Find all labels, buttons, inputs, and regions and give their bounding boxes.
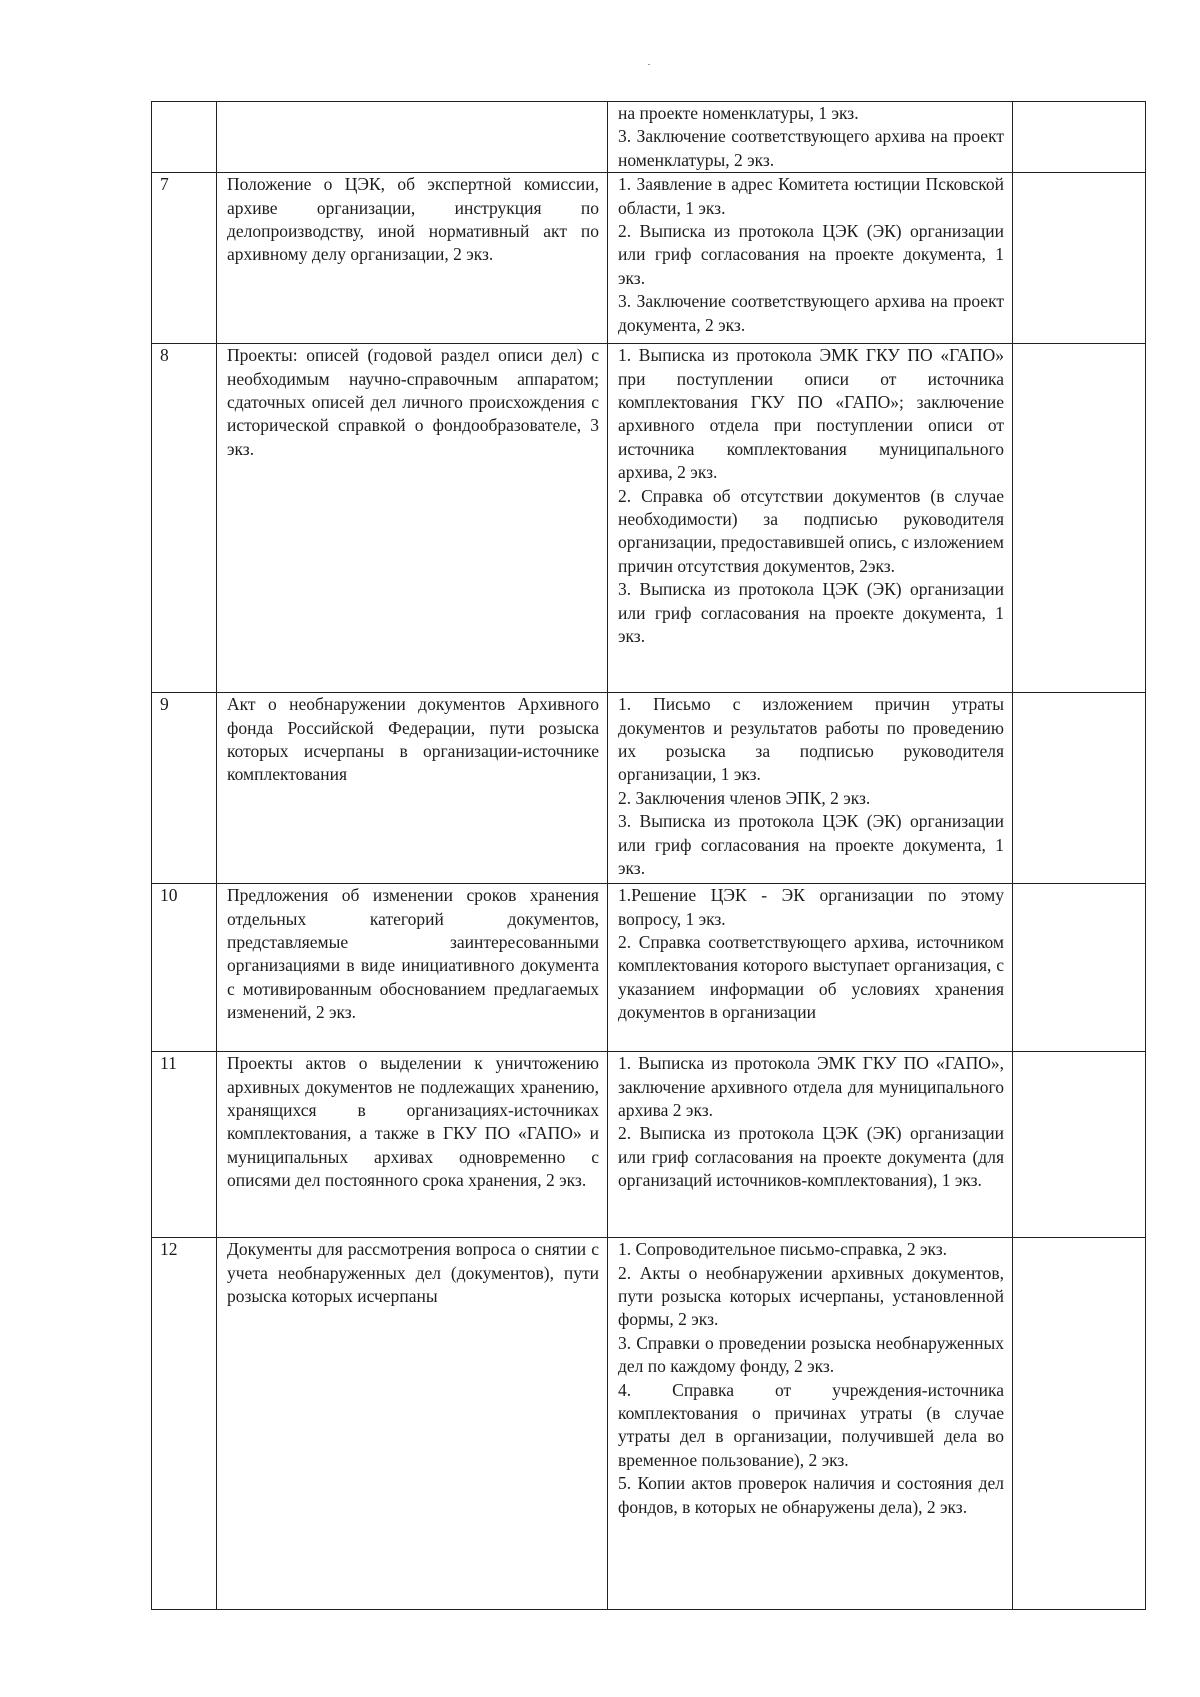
row-number: 9	[152, 693, 217, 884]
attachment-item: 2. Справка об отсутствии документов (в случае необходимости) за подписью руководителя организации, предоставившей опись, с изложением причин отсутствия документов, 2экз.	[618, 485, 1004, 576]
attachments-cell	[608, 102, 1013, 173]
note-cell	[1013, 1238, 1146, 1610]
table-row	[152, 344, 1146, 693]
attachment-item: 5. Копии актов проверок наличия и состояния дел фондов, в которых не обнаружены дела), 2 экз.	[618, 1473, 1004, 1517]
attachments-cell	[608, 884, 1013, 1052]
row-number: 11	[152, 1052, 217, 1238]
attachment-item: 1.Решение ЦЭК - ЭК организации по этому вопросу, 1 экз.	[618, 885, 1004, 929]
table-row	[152, 173, 1146, 344]
document-name-cell: Предложения об изменении сроков хранения отдельных категорий документов, представляемые заинтересованными организациями в виде инициативного документа с мотивированным обоснованием предлагаемых изменений, 2 экз.	[217, 884, 608, 1052]
attachment-item: на проекте номенклатуры, 1 экз.	[618, 103, 859, 123]
table-row	[152, 1238, 1146, 1610]
row-number: 7	[152, 173, 217, 344]
scan-speck	[648, 64, 650, 65]
document-name-cell: Проекты актов о выделении к уничтожению архивных документов не подлежащих хранению, хранящихся в организациях-источниках комплектования, а также в ГКУ ПО «ГАПО» и муниципальных архивах одновременно с описями дел постоянного срока хранения, 2 экз.	[217, 1052, 608, 1238]
attachments-cell	[608, 344, 1013, 693]
attachment-item: 3. Заключение соответствующего архива на проект документа, 2 экз.	[618, 291, 1004, 335]
row-number: 10	[152, 884, 217, 1052]
note-cell	[1013, 884, 1146, 1052]
document-name-cell: Документы для рассмотрения вопроса о снятии с учета необнаруженных дел (документов), пути розыска которых исчерпаны	[217, 1238, 608, 1610]
note-cell	[1013, 693, 1146, 884]
attachment-item: 3. Заключение соответствующего архива на проект номенклатуры, 2 экз.	[618, 126, 1004, 170]
table-row	[152, 1052, 1146, 1238]
attachments-cell	[608, 693, 1013, 884]
attachments-cell	[608, 173, 1013, 344]
document-name-cell: Акт о необнаружении документов Архивного фонда Российской Федерации, пути розыска которых исчерпаны в организации-источнике комплектования	[217, 693, 608, 884]
attachment-item: 2. Выписка из протокола ЦЭК (ЭК) организации или гриф согласования на проекте документа (для организаций источников-комплектования), 1 экз.	[618, 1123, 1004, 1191]
requirements-table	[151, 101, 1146, 1610]
attachment-item: 3. Справки о проведении розыска необнаруженных дел по каждому фонду, 2 экз.	[618, 1332, 1004, 1377]
attachment-item: 1. Письмо с изложением причин утраты документов и результатов работы по проведению их розыска за подписью руководителя организации, 1 экз.	[618, 694, 1004, 785]
table-row	[152, 884, 1146, 1052]
note-cell	[1013, 344, 1146, 693]
attachment-item: 4. Справка от учреждения-источника комплектования о причинах утраты (в случае утраты дел в организации, получившей дела во временное пользование), 2 экз.	[618, 1379, 1004, 1470]
document-name-cell	[217, 102, 608, 173]
attachment-item: 3. Выписка из протокола ЦЭК (ЭК) организации или гриф согласования на проекте документа, 1 экз.	[618, 579, 1004, 647]
attachments-cell	[608, 1238, 1013, 1610]
note-cell	[1013, 102, 1146, 173]
table-row	[152, 693, 1146, 884]
attachment-item: 2. Выписка из протокола ЦЭК (ЭК) организации или гриф согласования на проекте документа, 1 экз.	[618, 221, 1004, 288]
document-name-cell: Проекты: описей (годовой раздел описи дел) с необходимым научно-справочным аппаратом; сдаточных описей дел личного происхождения с исторической справкой о фондообразователе, 3 экз.	[217, 344, 608, 693]
table-body	[152, 102, 1146, 1610]
attachment-item: 1. Выписка из протокола ЭМК ГКУ ПО «ГАПО», заключение архивного отдела для муниципального архива 2 экз.	[618, 1053, 1004, 1121]
attachment-item: 2. Справка соответствующего архива, источником комплектования которого выступает организация, с указанием информации об условиях хранения документов в организации	[618, 932, 1004, 1023]
row-number: 12	[152, 1238, 217, 1610]
attachment-item: 1. Сопроводительное письмо-справка, 2 экз.	[618, 1239, 948, 1260]
document-name-cell: Положение о ЦЭК, об экспертной комиссии, архиве организации, инструкция по делопроизводству, иной нормативный акт по архивному делу организации, 2 экз.	[217, 173, 608, 344]
attachment-item: 1. Заявление в адрес Комитета юстиции Псковской области, 1 экз.	[618, 174, 1004, 218]
attachment-item: 2. Акты о необнаружении архивных документов, пути розыска которых исчерпаны, установленной формы, 2 экз.	[618, 1262, 1004, 1330]
attachments-cell	[608, 1052, 1013, 1238]
row-number	[152, 102, 217, 173]
attachment-item: 2. Заключения членов ЭПК, 2 экз.	[618, 787, 871, 808]
note-cell	[1013, 173, 1146, 344]
attachment-item: 3. Выписка из протокола ЦЭК (ЭК) организации или гриф согласования на проекте документа, 1 экз.	[618, 811, 1004, 879]
row-number: 8	[152, 344, 217, 693]
note-cell	[1013, 1052, 1146, 1238]
table-row	[152, 102, 1146, 173]
attachment-item: 1. Выписка из протокола ЭМК ГКУ ПО «ГАПО» при поступлении описи от источника комплектования ГКУ ПО «ГАПО»; заключение архивного отдела при поступлении описи от источника комплектования муниципального архива, 2 экз.	[618, 345, 1004, 483]
